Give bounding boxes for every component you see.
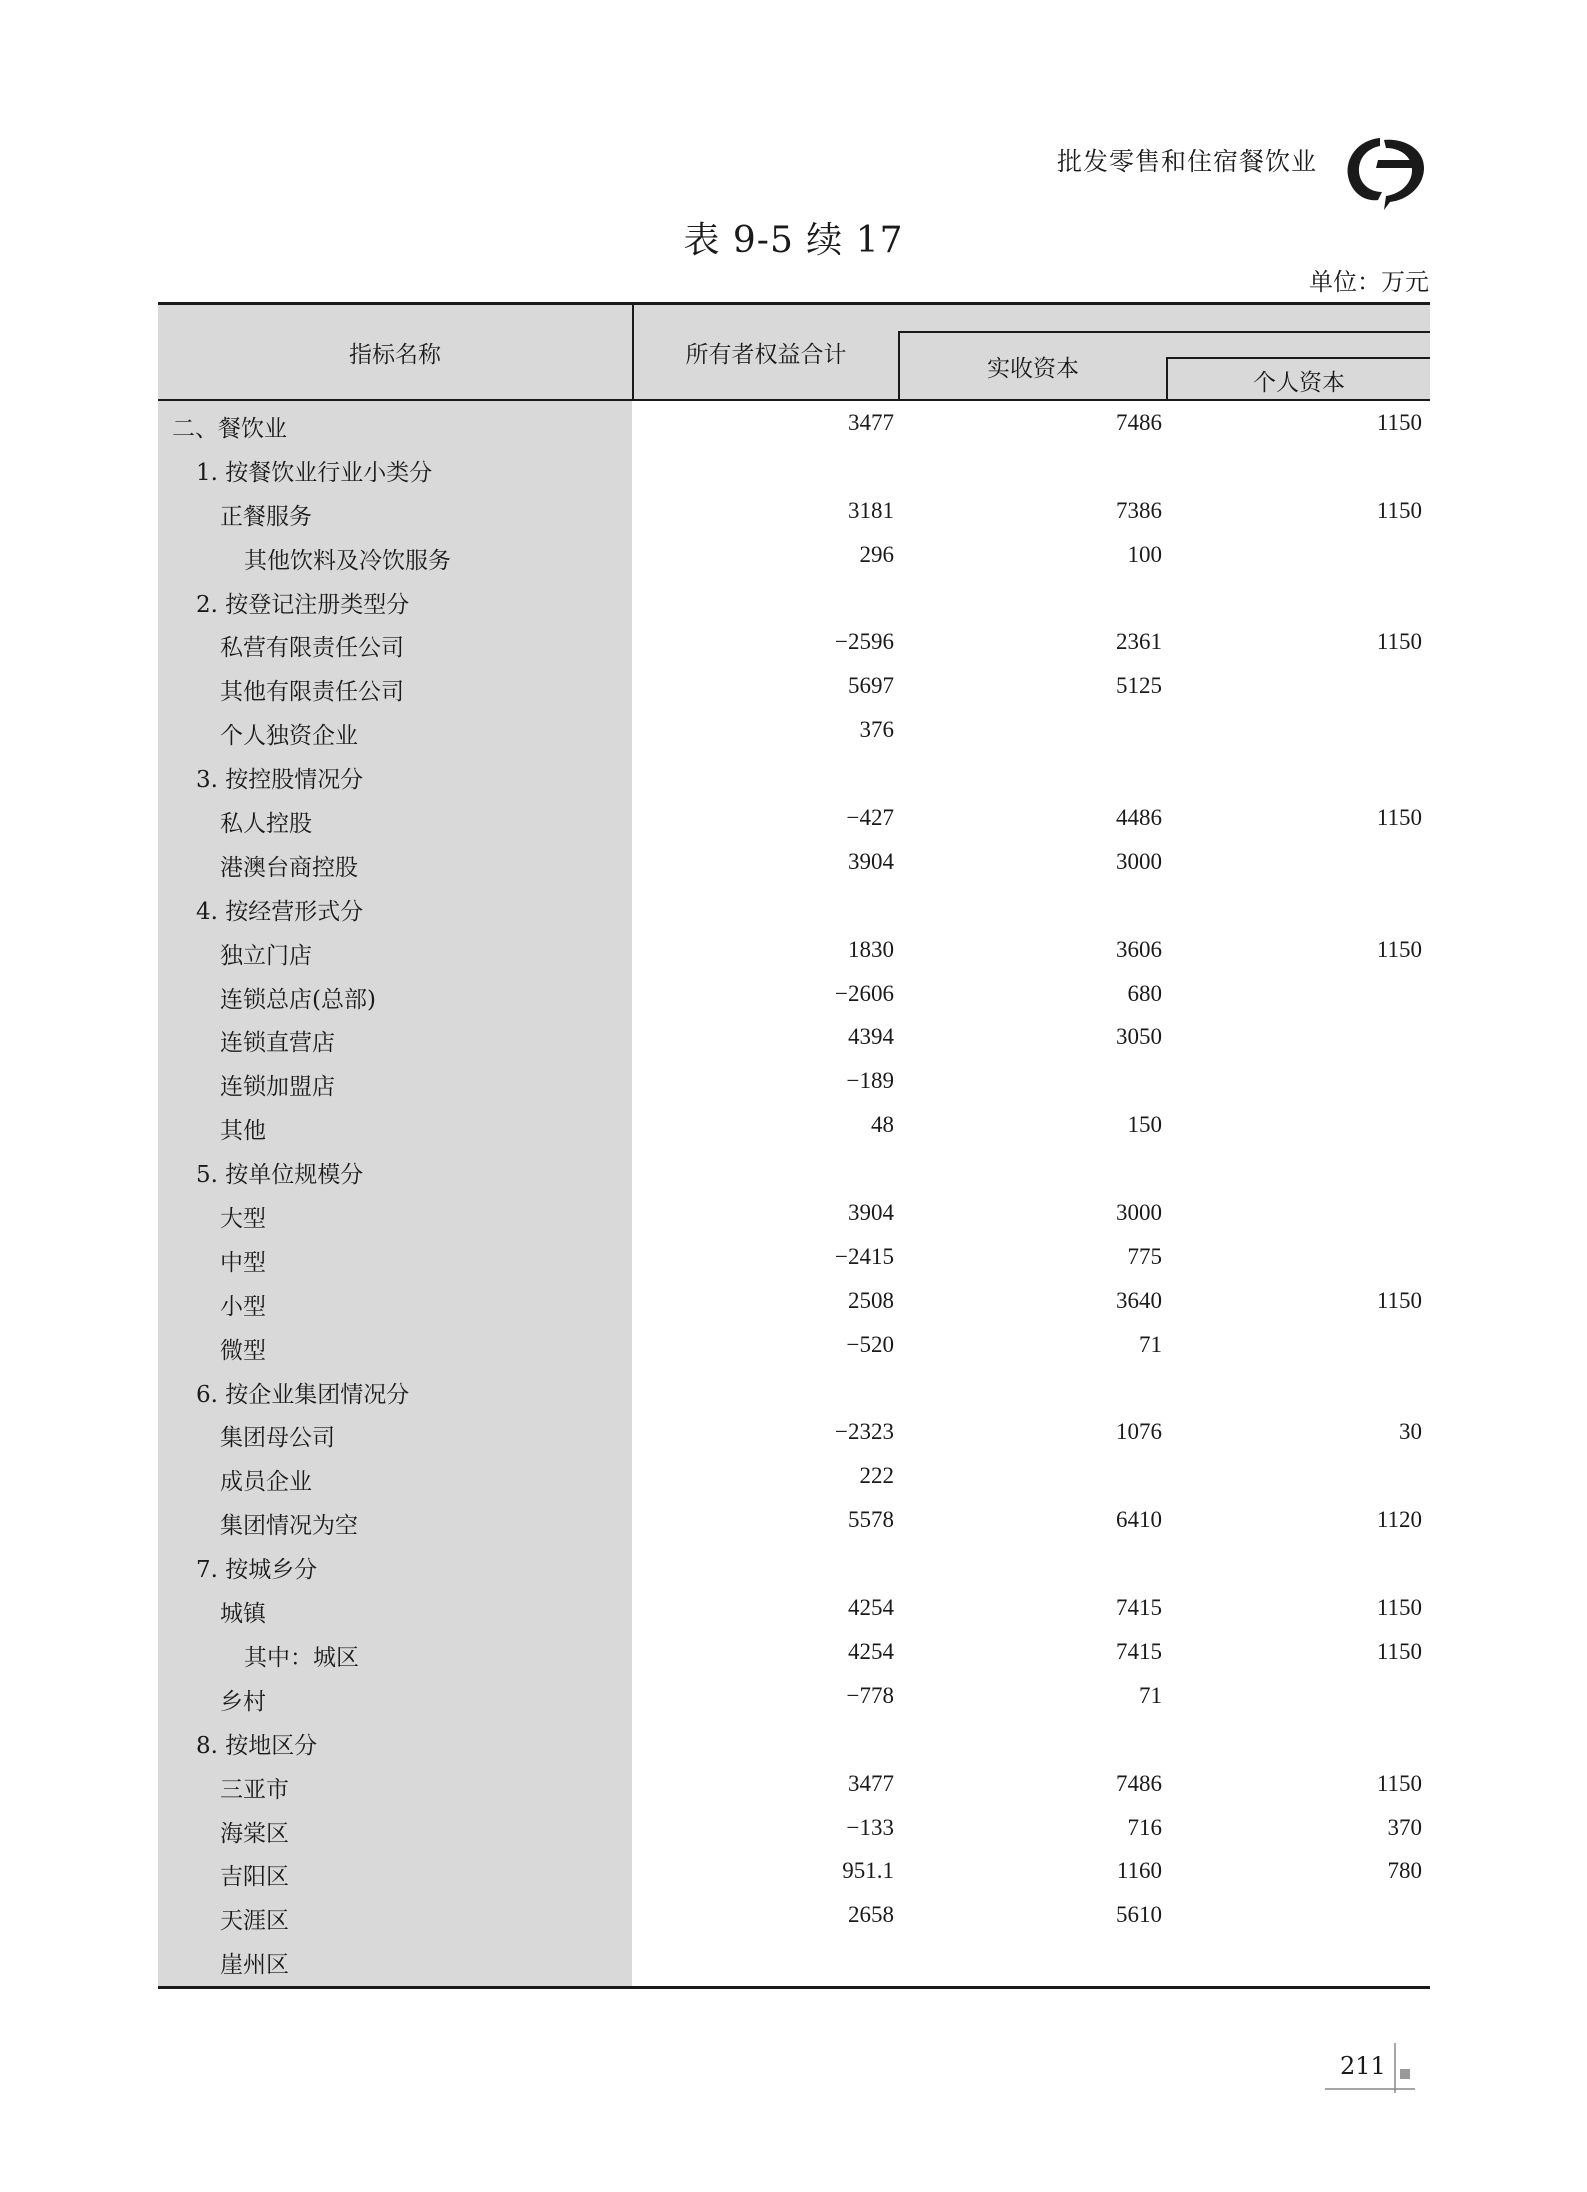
- table-row: [158, 1674, 1430, 1718]
- running-head-label: 批发零售和住宿餐饮业: [1056, 147, 1317, 176]
- row-name: 天涯区: [220, 1908, 289, 1935]
- table-row: [158, 1762, 1430, 1806]
- cell-paid-in: 100: [1127, 541, 1162, 567]
- row-name: 其他饮料及冷饮服务: [244, 547, 451, 574]
- table-row: [158, 796, 1430, 840]
- table-row: [158, 752, 1430, 796]
- table-row: [158, 1191, 1430, 1235]
- table-row: [158, 533, 1430, 577]
- row-name: 独立门店: [220, 942, 312, 969]
- cell-personal: 1150: [1376, 1287, 1422, 1313]
- cell-paid-in: 6410: [1116, 1507, 1162, 1533]
- col-header-name: 指标名称: [349, 342, 441, 368]
- cell-equity: −2606: [835, 980, 894, 1006]
- cell-personal: 1150: [1376, 936, 1422, 962]
- cell-personal: 1150: [1376, 497, 1422, 523]
- cell-equity: 951.1: [842, 1858, 894, 1884]
- data-table: [158, 302, 1430, 1988]
- table-row: [158, 620, 1430, 664]
- cell-paid-in: 7415: [1116, 1638, 1162, 1664]
- col-header-personal: 个人资本: [1253, 370, 1345, 396]
- row-name: 成员企业: [220, 1469, 312, 1496]
- table-row: [158, 1147, 1430, 1191]
- row-name: 7. 按城乡分: [196, 1557, 318, 1584]
- row-name: 6. 按企业集团情况分: [196, 1381, 410, 1408]
- row-name: 私营有限责任公司: [220, 635, 404, 662]
- cell-personal: 370: [1387, 1814, 1422, 1840]
- cell-paid-in: 2361: [1116, 629, 1162, 655]
- cell-paid-in: 4486: [1116, 805, 1162, 831]
- table-row: [158, 884, 1430, 928]
- table-row: [158, 972, 1430, 1016]
- cell-personal: 1120: [1376, 1507, 1422, 1533]
- cell-paid-in: 7386: [1116, 497, 1162, 523]
- cell-equity: −427: [846, 805, 894, 831]
- row-name: 8. 按地区分: [196, 1732, 318, 1759]
- table-row: [158, 1454, 1430, 1498]
- table-row: [158, 664, 1430, 708]
- cell-equity: 4394: [848, 1024, 894, 1050]
- row-name: 中型: [220, 1249, 266, 1276]
- table-row: [158, 1542, 1430, 1586]
- unit-label: 单位：万元: [1309, 268, 1429, 296]
- row-name: 连锁直营店: [220, 1030, 335, 1057]
- cell-equity: 5578: [848, 1507, 894, 1533]
- cell-equity: 4254: [848, 1638, 894, 1664]
- cell-paid-in: 7486: [1116, 410, 1162, 435]
- cell-equity: 4254: [848, 1595, 894, 1621]
- col-header-paid-in: 实收资本: [987, 356, 1079, 382]
- row-name: 集团母公司: [220, 1425, 335, 1452]
- top-rule: [158, 302, 1430, 305]
- table-row: [158, 401, 1430, 445]
- cell-personal: 1150: [1376, 410, 1422, 435]
- cell-paid-in: 71: [1139, 1331, 1162, 1357]
- row-name: 其中：城区: [244, 1644, 359, 1671]
- cell-equity: 2508: [848, 1287, 894, 1313]
- cell-equity: −133: [846, 1814, 894, 1840]
- table-title: 表 9-5 续 17: [683, 220, 904, 261]
- cell-paid-in: 3000: [1116, 1200, 1162, 1226]
- table-row: [158, 1586, 1430, 1630]
- row-name: 个人独资企业: [220, 723, 358, 750]
- table-row: [158, 1279, 1430, 1323]
- table-row: [158, 1015, 1430, 1059]
- cell-paid-in: 1160: [1116, 1858, 1162, 1884]
- row-name: 连锁加盟店: [220, 1074, 335, 1101]
- row-name: 连锁总店(总部): [220, 986, 376, 1013]
- cell-equity: −2323: [835, 1419, 894, 1445]
- table-body: [158, 401, 1430, 1981]
- table-row: [158, 1893, 1430, 1937]
- row-name: 三亚市: [220, 1776, 289, 1803]
- cell-paid-in: 716: [1127, 1814, 1162, 1840]
- page-number: 211: [1340, 2052, 1386, 2080]
- cell-personal: 1150: [1376, 1638, 1422, 1664]
- table-row: [158, 1367, 1430, 1411]
- cell-equity: −189: [846, 1068, 894, 1094]
- table-row: [158, 1103, 1430, 1147]
- row-name: 微型: [220, 1337, 266, 1364]
- row-name: 2. 按登记注册类型分: [196, 591, 410, 618]
- cell-paid-in: 150: [1127, 1112, 1162, 1138]
- cell-equity: 376: [859, 717, 894, 743]
- cell-equity: 3904: [848, 848, 894, 874]
- row-name: 3. 按控股情况分: [196, 767, 364, 794]
- table-row: [158, 928, 1430, 972]
- cell-equity: 222: [859, 1463, 894, 1489]
- cell-paid-in: 3606: [1116, 936, 1162, 962]
- row-name: 4. 按经营形式分: [196, 898, 364, 925]
- table-row: [158, 1630, 1430, 1674]
- header-subrule-1: [898, 331, 1430, 333]
- publisher-logo-icon: [1340, 130, 1430, 210]
- cell-paid-in: 5125: [1116, 673, 1162, 699]
- table-row: [158, 1235, 1430, 1279]
- row-name: 港澳台商控股: [220, 854, 358, 881]
- table-row: [158, 1718, 1430, 1762]
- running-head: [0, 130, 1587, 210]
- cell-paid-in: 3050: [1116, 1024, 1162, 1050]
- cell-personal: 780: [1387, 1858, 1422, 1884]
- cell-equity: −778: [846, 1682, 894, 1708]
- cell-equity: 1830: [848, 936, 894, 962]
- bottom-rule: [158, 1986, 1430, 1989]
- cell-equity: 3904: [848, 1200, 894, 1226]
- cell-paid-in: 71: [1139, 1682, 1162, 1708]
- cell-equity: 3477: [848, 410, 894, 435]
- cell-equity: 3477: [848, 1770, 894, 1796]
- cell-equity: −520: [846, 1331, 894, 1357]
- row-name: 小型: [220, 1293, 266, 1320]
- row-name: 二、餐饮业: [172, 416, 287, 442]
- cell-personal: 30: [1399, 1419, 1422, 1445]
- cell-equity: 296: [859, 541, 894, 567]
- table-row: [158, 577, 1430, 621]
- table-row: [158, 1937, 1430, 1981]
- cell-paid-in: 3000: [1116, 848, 1162, 874]
- cell-equity: 2658: [848, 1902, 894, 1928]
- row-name: 吉阳区: [220, 1864, 289, 1891]
- row-name: 集团情况为空: [220, 1513, 358, 1540]
- cell-equity: 48: [871, 1112, 894, 1138]
- row-name: 其他: [220, 1118, 266, 1145]
- cell-paid-in: 3640: [1116, 1287, 1162, 1313]
- row-name: 崖州区: [220, 1952, 289, 1979]
- row-name: 1. 按餐饮业行业小类分: [196, 459, 433, 486]
- table-row: [158, 708, 1430, 752]
- row-name: 城镇: [220, 1601, 266, 1628]
- table-row: [158, 445, 1430, 489]
- cell-equity: −2415: [835, 1243, 894, 1269]
- cell-paid-in: 7486: [1116, 1770, 1162, 1796]
- table-row: [158, 489, 1430, 533]
- cell-personal: 1150: [1376, 629, 1422, 655]
- cell-equity: 5697: [848, 673, 894, 699]
- row-name: 5. 按单位规模分: [196, 1162, 364, 1189]
- cell-personal: 1150: [1376, 1595, 1422, 1621]
- cell-paid-in: 680: [1127, 980, 1162, 1006]
- row-name: 海棠区: [220, 1820, 289, 1847]
- cell-equity: 3181: [848, 497, 894, 523]
- row-name: 其他有限责任公司: [220, 679, 404, 706]
- table-row: [158, 840, 1430, 884]
- table-row: [158, 1323, 1430, 1367]
- cell-paid-in: 775: [1127, 1243, 1162, 1269]
- table-row: [158, 1410, 1430, 1454]
- row-name: 乡村: [220, 1688, 266, 1715]
- table-row: [158, 1849, 1430, 1893]
- cell-paid-in: 1076: [1116, 1419, 1162, 1445]
- header-subrule-2: [1166, 357, 1430, 359]
- cell-equity: −2596: [835, 629, 894, 655]
- page-corner-mark-icon: [1325, 2043, 1415, 2093]
- table-row: [158, 1806, 1430, 1850]
- row-name: 正餐服务: [220, 503, 312, 530]
- cell-personal: 1150: [1376, 1770, 1422, 1796]
- cell-personal: 1150: [1376, 805, 1422, 831]
- table-row: [158, 1498, 1430, 1542]
- cell-paid-in: 5610: [1116, 1902, 1162, 1928]
- col-header-equity: 所有者权益合计: [685, 342, 847, 368]
- row-name: 私人控股: [220, 811, 312, 838]
- cell-paid-in: 7415: [1116, 1595, 1162, 1621]
- row-name: 大型: [220, 1206, 266, 1233]
- table-row: [158, 1059, 1430, 1103]
